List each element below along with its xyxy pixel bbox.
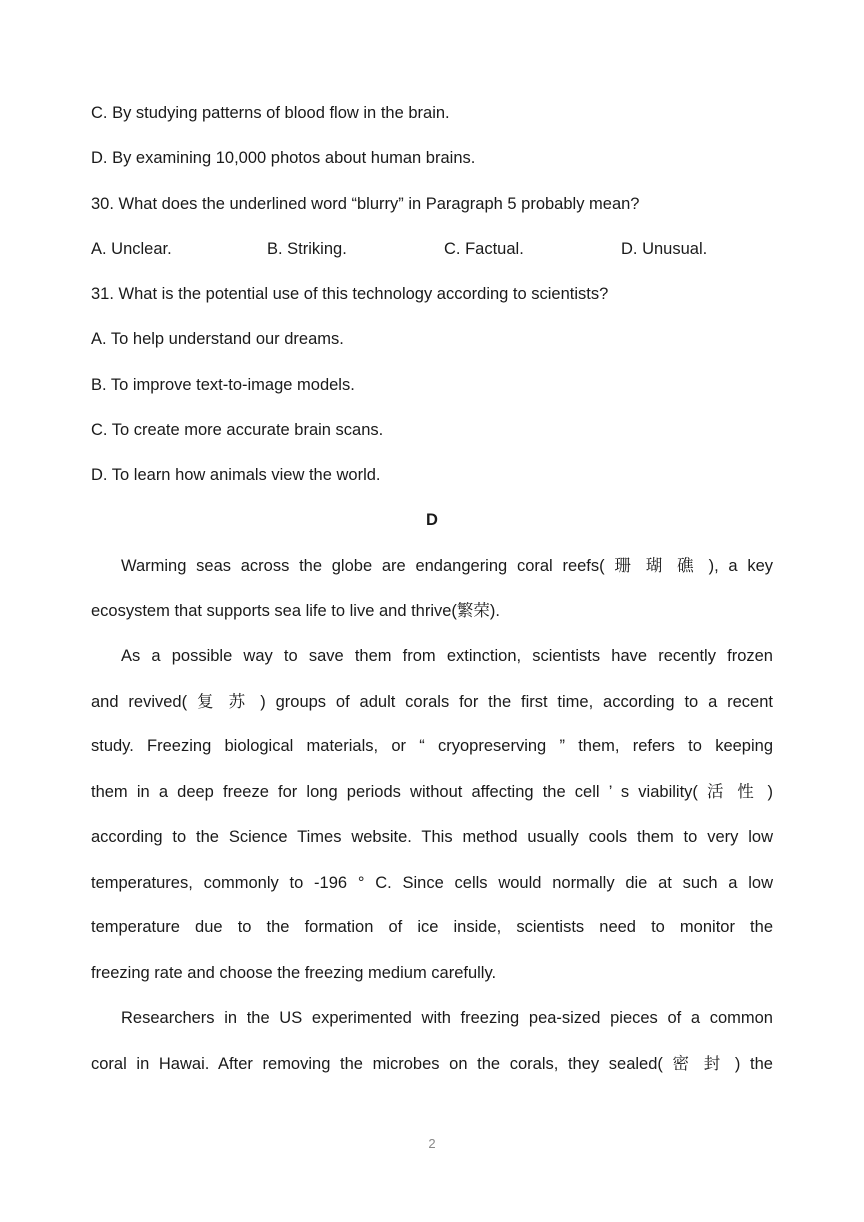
passage-line: coral in Hawai. After removing the microbes on the corals, they sealed( 密 封 ) the bbox=[91, 1055, 773, 1073]
q30-option-a: A. Unclear. bbox=[91, 240, 172, 258]
passage-line: and revived( 复 苏 ) groups of adult corals for the first time, according to a recent bbox=[91, 693, 773, 711]
q30-stem: 30. What does the underlined word “blurry” in Paragraph 5 probably mean? bbox=[91, 195, 640, 213]
q31-option-a: A. To help understand our dreams. bbox=[91, 330, 344, 348]
page-number: 2 bbox=[428, 1136, 436, 1151]
passage-line: freezing rate and choose the freezing medium carefully. bbox=[91, 964, 497, 982]
passage-line: Researchers in the US experimented with freezing pea-sized pieces of a common bbox=[121, 1009, 773, 1027]
q30-option-d: D. Unusual. bbox=[621, 240, 708, 258]
q30-options bbox=[91, 239, 781, 259]
section-heading: D bbox=[426, 511, 438, 529]
q30-option-b: B. Striking. bbox=[267, 240, 347, 258]
q31-option-b: B. To improve text-to-image models. bbox=[91, 376, 355, 394]
passage-line: temperature due to the formation of ice inside, scientists need to monitor the bbox=[91, 918, 773, 936]
q29-option-c: C. By studying patterns of blood flow in the brain. bbox=[91, 104, 450, 122]
passage-line: ecosystem that supports sea life to live and thrive(繁荣). bbox=[91, 602, 501, 620]
passage-line: study. Freezing biological materials, or “ cryopreserving ” them, refers to keeping bbox=[91, 737, 773, 755]
q29-option-d: D. By examining 10,000 photos about human brains. bbox=[91, 149, 476, 167]
passage-line: Warming seas across the globe are endangering coral reefs( 珊 瑚 礁 ), a key bbox=[121, 557, 773, 575]
q31-stem: 31. What is the potential use of this technology according to scientists? bbox=[91, 285, 609, 303]
passage-line: temperatures, commonly to -196 ° C. Since cells would normally die at such a low bbox=[91, 874, 773, 892]
passage-line: them in a deep freeze for long periods without affecting the cell ’ s viability( 活 性 ) bbox=[91, 783, 773, 801]
passage-line: according to the Science Times website. This method usually cools them to very low bbox=[91, 828, 773, 846]
passage-line: As a possible way to save them from extinction, scientists have recently frozen bbox=[121, 647, 773, 665]
q31-option-d: D. To learn how animals view the world. bbox=[91, 466, 381, 484]
q30-option-c: C. Factual. bbox=[444, 240, 524, 258]
q31-option-c: C. To create more accurate brain scans. bbox=[91, 421, 384, 439]
